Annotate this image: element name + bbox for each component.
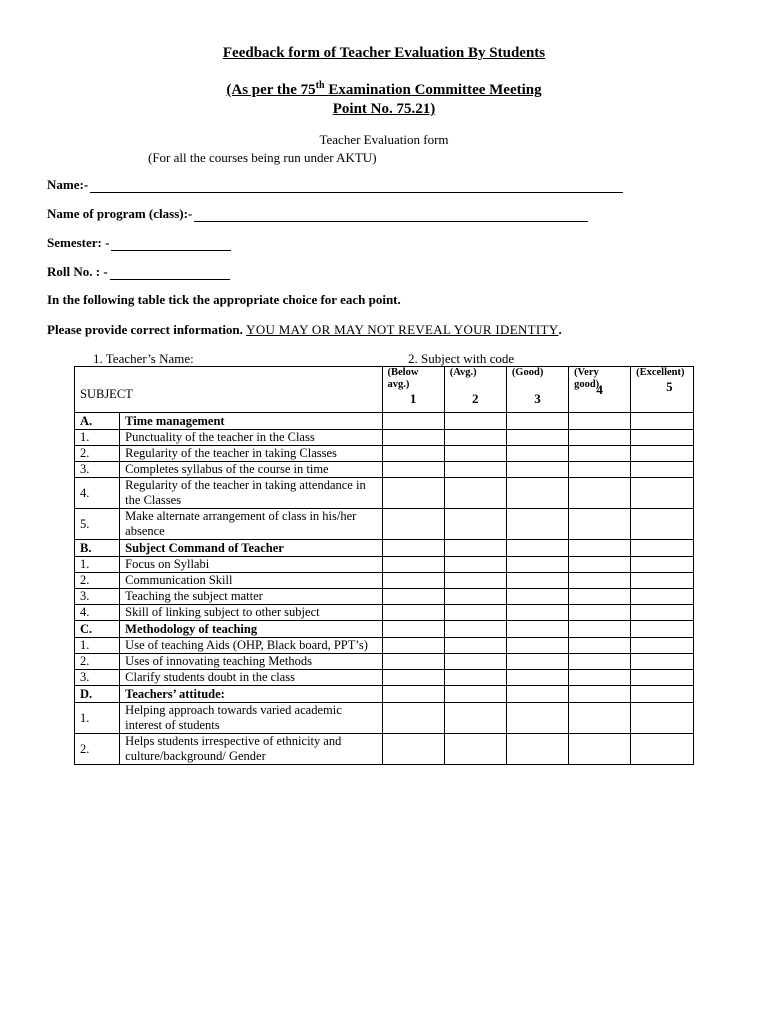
criterion-row bbox=[75, 605, 694, 621]
criterion-number: 2. bbox=[75, 734, 120, 765]
criterion-number: 4. bbox=[75, 478, 120, 509]
criterion-text: Make alternate arrangement of class in his/her absence bbox=[120, 509, 382, 540]
rating-checkbox-3[interactable] bbox=[506, 446, 568, 462]
committee-point: Point No. 75.21) bbox=[332, 101, 436, 117]
rating-checkbox-4[interactable] bbox=[569, 509, 631, 540]
rating-header-3 bbox=[506, 367, 568, 413]
criterion-text: Regularity of the teacher in taking Classes bbox=[120, 446, 382, 462]
rating-checkbox-1[interactable] bbox=[382, 703, 444, 734]
criterion-text: Skill of linking subject to other subject bbox=[120, 605, 382, 621]
rating-checkbox-2[interactable] bbox=[444, 654, 506, 670]
teacher-name-label: 1. Teacher’s Name: bbox=[93, 351, 194, 366]
program-label: Name of program (class):- bbox=[47, 206, 193, 221]
criterion-number: 1. bbox=[75, 638, 120, 654]
criterion-text: Regularity of the teacher in taking attendance in the Classes bbox=[120, 478, 382, 509]
rating-checkbox-3[interactable] bbox=[506, 605, 568, 621]
rating-checkbox-1[interactable] bbox=[382, 573, 444, 589]
rating-label: (Good) bbox=[511, 367, 544, 378]
rating-cell bbox=[631, 686, 694, 703]
evaluation-form-heading: Teacher Evaluation form bbox=[319, 132, 449, 147]
rating-checkbox-4[interactable] bbox=[569, 654, 631, 670]
criterion-row bbox=[75, 462, 694, 478]
subject-header-label: SUBJECT bbox=[80, 387, 133, 401]
rating-checkbox-3[interactable] bbox=[506, 462, 568, 478]
committee-reference bbox=[0, 80, 768, 99]
rating-checkbox-3[interactable] bbox=[506, 509, 568, 540]
rating-checkbox-2[interactable] bbox=[444, 509, 506, 540]
rating-checkbox-1[interactable] bbox=[382, 589, 444, 605]
roll-blank[interactable] bbox=[110, 265, 230, 280]
criterion-text: Completes syllabus of the course in time bbox=[120, 462, 382, 478]
section-title: Teachers’ attitude: bbox=[120, 686, 382, 703]
rating-cell bbox=[444, 540, 506, 557]
criterion-number: 1. bbox=[75, 430, 120, 446]
rating-checkbox-3[interactable] bbox=[506, 573, 568, 589]
rating-checkbox-5[interactable] bbox=[631, 509, 694, 540]
rating-checkbox-2[interactable] bbox=[444, 605, 506, 621]
criterion-text: Use of teaching Aids (OHP, Black board, PPT’s) bbox=[120, 638, 382, 654]
section-title: Subject Command of Teacher bbox=[120, 540, 382, 557]
rating-checkbox-5[interactable] bbox=[631, 462, 694, 478]
courses-note: (For all the courses being run under AKTU) bbox=[148, 150, 377, 165]
rating-checkbox-5[interactable] bbox=[631, 446, 694, 462]
criterion-row bbox=[75, 638, 694, 654]
rating-label: (Avg.) bbox=[449, 367, 477, 378]
criterion-row bbox=[75, 509, 694, 540]
rating-checkbox-1[interactable] bbox=[382, 462, 444, 478]
rating-number: 1 bbox=[409, 391, 417, 406]
rating-checkbox-5[interactable] bbox=[631, 654, 694, 670]
committee-suffix: Examination Committee Meeting bbox=[324, 82, 542, 98]
section-title: Methodology of teaching bbox=[120, 621, 382, 638]
rating-header-4 bbox=[569, 367, 631, 413]
criterion-number: 4. bbox=[75, 605, 120, 621]
rating-cell bbox=[506, 540, 568, 557]
subject-header bbox=[75, 367, 383, 413]
rating-checkbox-4[interactable] bbox=[569, 573, 631, 589]
rating-checkbox-4[interactable] bbox=[569, 446, 631, 462]
rating-checkbox-1[interactable] bbox=[382, 638, 444, 654]
rating-cell bbox=[382, 686, 444, 703]
rating-cell bbox=[444, 686, 506, 703]
rating-checkbox-1[interactable] bbox=[382, 654, 444, 670]
section-row bbox=[75, 686, 694, 703]
criterion-text: Communication Skill bbox=[120, 573, 382, 589]
rating-checkbox-2[interactable] bbox=[444, 462, 506, 478]
section-row bbox=[75, 621, 694, 638]
criterion-row bbox=[75, 670, 694, 686]
rating-header-2 bbox=[444, 367, 506, 413]
identity-suffix: . bbox=[558, 322, 562, 337]
rating-checkbox-5[interactable] bbox=[631, 573, 694, 589]
criterion-row bbox=[75, 703, 694, 734]
table-header-row bbox=[75, 367, 694, 413]
semester-field[interactable] bbox=[47, 235, 231, 251]
section-letter: B. bbox=[75, 540, 120, 557]
rating-checkbox-4[interactable] bbox=[569, 589, 631, 605]
rating-checkbox-3[interactable] bbox=[506, 670, 568, 686]
criterion-number: 2. bbox=[75, 446, 120, 462]
rating-cell bbox=[569, 621, 631, 638]
rating-checkbox-2[interactable] bbox=[444, 557, 506, 573]
rating-checkbox-1[interactable] bbox=[382, 430, 444, 446]
rating-checkbox-4[interactable] bbox=[569, 478, 631, 509]
criterion-row bbox=[75, 589, 694, 605]
rating-checkbox-2[interactable] bbox=[444, 573, 506, 589]
section-letter: C. bbox=[75, 621, 120, 638]
criterion-row bbox=[75, 478, 694, 509]
rating-checkbox-5[interactable] bbox=[631, 430, 694, 446]
criterion-text: Helps students irrespective of ethnicity and culture/background/ Gender bbox=[120, 734, 382, 765]
rating-checkbox-3[interactable] bbox=[506, 589, 568, 605]
rating-checkbox-4[interactable] bbox=[569, 670, 631, 686]
section-letter: A. bbox=[75, 413, 120, 430]
rating-checkbox-2[interactable] bbox=[444, 430, 506, 446]
rating-checkbox-1[interactable] bbox=[382, 670, 444, 686]
identity-emphasis: YOU MAY OR MAY NOT REVEAL YOUR IDENTITY bbox=[246, 322, 559, 337]
rating-checkbox-2[interactable] bbox=[444, 638, 506, 654]
section-title: Time management bbox=[120, 413, 382, 430]
rating-cell bbox=[444, 621, 506, 638]
committee-prefix: (As per the 75 bbox=[226, 82, 316, 98]
rating-checkbox-4[interactable] bbox=[569, 605, 631, 621]
criterion-text: Helping approach towards varied academic interest of students bbox=[120, 703, 382, 734]
criterion-number: 3. bbox=[75, 670, 120, 686]
criterion-row bbox=[75, 654, 694, 670]
form-title: Feedback form of Teacher Evaluation By Students bbox=[222, 45, 546, 61]
rating-label: (Below avg.) bbox=[387, 367, 419, 390]
rating-checkbox-2[interactable] bbox=[444, 446, 506, 462]
rating-checkbox-2[interactable] bbox=[444, 703, 506, 734]
rating-checkbox-3[interactable] bbox=[506, 478, 568, 509]
name-blank[interactable] bbox=[90, 178, 623, 193]
rating-checkbox-3[interactable] bbox=[506, 654, 568, 670]
rating-header-1 bbox=[382, 367, 444, 413]
rating-checkbox-5[interactable] bbox=[631, 557, 694, 573]
rating-checkbox-3[interactable] bbox=[506, 734, 568, 765]
criterion-number: 2. bbox=[75, 654, 120, 670]
program-blank[interactable] bbox=[194, 207, 588, 222]
semester-label: Semester: - bbox=[47, 235, 110, 250]
rating-checkbox-1[interactable] bbox=[382, 478, 444, 509]
rating-checkbox-4[interactable] bbox=[569, 462, 631, 478]
rating-checkbox-4[interactable] bbox=[569, 638, 631, 654]
rating-checkbox-3[interactable] bbox=[506, 430, 568, 446]
rating-cell bbox=[444, 413, 506, 430]
criterion-row bbox=[75, 446, 694, 462]
rating-checkbox-5[interactable] bbox=[631, 703, 694, 734]
instruction-tick: In the following table tick the appropriate choice for each point. bbox=[47, 292, 401, 307]
rating-cell bbox=[569, 540, 631, 557]
rating-cell bbox=[631, 540, 694, 557]
rating-cell bbox=[569, 686, 631, 703]
rating-checkbox-5[interactable] bbox=[631, 670, 694, 686]
roll-field[interactable] bbox=[47, 264, 230, 280]
criterion-number: 1. bbox=[75, 703, 120, 734]
rating-checkbox-5[interactable] bbox=[631, 478, 694, 509]
rating-checkbox-1[interactable] bbox=[382, 734, 444, 765]
criterion-row bbox=[75, 734, 694, 765]
rating-checkbox-1[interactable] bbox=[382, 605, 444, 621]
evaluation-table bbox=[74, 366, 694, 765]
rating-number: 3 bbox=[534, 391, 541, 406]
criterion-number: 3. bbox=[75, 462, 120, 478]
criterion-row bbox=[75, 573, 694, 589]
rating-checkbox-1[interactable] bbox=[382, 446, 444, 462]
subject-code-label: 2. Subject with code bbox=[408, 351, 515, 366]
program-field[interactable] bbox=[47, 206, 588, 222]
rating-cell bbox=[631, 413, 694, 430]
criterion-text: Clarify students doubt in the class bbox=[120, 670, 382, 686]
criterion-number: 1. bbox=[75, 557, 120, 573]
rating-number: 5 bbox=[666, 379, 673, 394]
semester-blank[interactable] bbox=[111, 236, 231, 251]
rating-cell bbox=[506, 621, 568, 638]
rating-checkbox-4[interactable] bbox=[569, 557, 631, 573]
criterion-row bbox=[75, 430, 694, 446]
criterion-text: Punctuality of the teacher in the Class bbox=[120, 430, 382, 446]
rating-checkbox-5[interactable] bbox=[631, 638, 694, 654]
rating-cell bbox=[569, 413, 631, 430]
rating-checkbox-2[interactable] bbox=[444, 670, 506, 686]
criterion-row bbox=[75, 557, 694, 573]
rating-checkbox-2[interactable] bbox=[444, 589, 506, 605]
criterion-number: 2. bbox=[75, 573, 120, 589]
criterion-number: 3. bbox=[75, 589, 120, 605]
rating-cell bbox=[382, 540, 444, 557]
instruction-identity bbox=[47, 322, 562, 338]
roll-label: Roll No. : - bbox=[47, 264, 108, 279]
criterion-text: Teaching the subject matter bbox=[120, 589, 382, 605]
rating-checkbox-3[interactable] bbox=[506, 638, 568, 654]
rating-checkbox-5[interactable] bbox=[631, 589, 694, 605]
rating-header-5 bbox=[631, 367, 694, 413]
name-label: Name:- bbox=[47, 177, 89, 192]
rating-checkbox-4[interactable] bbox=[569, 734, 631, 765]
section-row bbox=[75, 540, 694, 557]
section-letter: D. bbox=[75, 686, 120, 703]
rating-label: (Very good) bbox=[574, 367, 600, 390]
identity-prefix: Please provide correct information. bbox=[47, 322, 247, 337]
rating-checkbox-2[interactable] bbox=[444, 734, 506, 765]
rating-checkbox-1[interactable] bbox=[382, 557, 444, 573]
section-row bbox=[75, 413, 694, 430]
criterion-text: Uses of innovating teaching Methods bbox=[120, 654, 382, 670]
rating-cell bbox=[382, 413, 444, 430]
name-field[interactable] bbox=[47, 177, 623, 193]
rating-checkbox-5[interactable] bbox=[631, 605, 694, 621]
rating-checkbox-3[interactable] bbox=[506, 557, 568, 573]
rating-checkbox-3[interactable] bbox=[506, 703, 568, 734]
rating-number: 2 bbox=[472, 391, 479, 406]
committee-sup: th bbox=[315, 80, 325, 91]
rating-checkbox-4[interactable] bbox=[569, 703, 631, 734]
rating-number: 4 bbox=[596, 382, 603, 397]
criterion-number: 5. bbox=[75, 509, 120, 540]
rating-checkbox-1[interactable] bbox=[382, 509, 444, 540]
rating-cell bbox=[506, 686, 568, 703]
rating-checkbox-4[interactable] bbox=[569, 430, 631, 446]
rating-cell bbox=[631, 621, 694, 638]
rating-cell bbox=[506, 413, 568, 430]
criterion-text: Focus on Syllabi bbox=[120, 557, 382, 573]
rating-checkbox-5[interactable] bbox=[631, 734, 694, 765]
rating-checkbox-2[interactable] bbox=[444, 478, 506, 509]
rating-label: (Excellent) bbox=[636, 367, 685, 378]
rating-cell bbox=[382, 621, 444, 638]
